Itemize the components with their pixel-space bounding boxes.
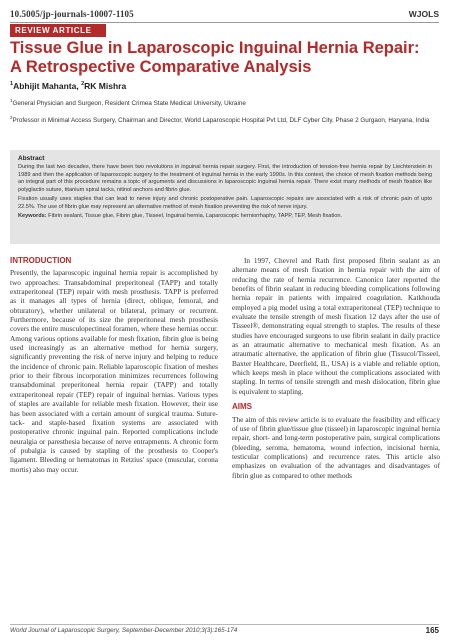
affiliation-2-sup: 2 [10,115,13,120]
author-1-sup: 1 [10,81,14,88]
aims-paragraph: The aim of this review article is to evaluate the feasibility and efficacy of use of fibrin glue/tissue glue (tisseel) in laparoscopic inguinal hernia repair, short- and long-term postoperative pain, surgical complications (bleeding, seroma, hematoma, wound infection, incisional hernia, testicular complications) and recurrence rates. This article also emphasizes on evaluation of the advantages and disadvantages of fibrin glue as compared to other methods [232,414,440,480]
left-column [10,256,218,480]
keywords-label: Keywords: [18,213,47,219]
right-column [232,256,440,486]
aims-heading: AIMS [232,402,252,412]
affiliation-1-text: General Physician and Surgeon, Resident Crimea State Medical University, Ukraine [12,100,246,108]
authors: $^1$Abhijit Mahanta, $^2$RK Mishra [10,81,127,91]
abstract-box [10,150,440,244]
author-1-name: Abhijit Mahanta [13,81,77,91]
affiliation-2-text: Professor in Minimal Access Surgery, Chairman and Director, World Laparoscopic Hospital Pvt Ltd, DLF Cyber City, Phase 2 Gurgaon, Haryana, India [12,117,430,125]
abstract-paragraph-1: During the last two decades, there have been two revolutions in inguinal hernia repair surgery. First, the introduction of tension-free hernia repair by Liechtenstein in 1989 and then the application of laparoscopic surgery to the treatment of inguinal hernia in the early 1990s. In this context, the choice of mesh fixation methods being an integral part of this procedure remains a topic of arguments and discussions in laparoscopic inguinal hernia repair. There exist many methods of mesh fixation like polyglactin suture, titanium spiral tacks, nitinol anchors and fibrin glue. [18,164,432,193]
author-2-name: RK Mishra [84,81,127,91]
doi: 10.5005/jp-journals-10007-1105 [10,9,134,19]
author-2-sup: 2 [81,81,85,88]
page-number: 165 [425,626,439,635]
affiliation-1-sup: 1 [10,98,13,103]
footer-citation: World Journal of Laparoscopic Surgery, September-December 2010;3(3):165-174 [10,627,238,634]
fibrin-history-paragraph: In 1997, Chevrel and Rath first proposed fibrin sealant as an alternate means of mesh fixation in hernia repair with the aim of reducing the rate of hernia recurrence. Canonico later reported the benefits of fibrin sealant in reducing bleeding complications following hernia repair in patients with impaired coagulation. Katkhouda employed a pig model using a total extraperitoneal (TEP) technique to evaluate the tensile strength of mesh fixation 12 days after the use of Tisseel®, demonstrating equal strength to staples. The results of these studies have encouraged surgeons to use fibrin sealant in daily practice as an atraumatic alternative to mechanical mesh fixation. As an atraumatic alternative, the application of fibrin glue (Tissucol/Tisseel, Baxter Healthcare, Deerfield, IL, USA) is a viable and reliable option, which keeps mesh in place without the complications associated with stapling. In terms of tensile strength and mesh dislocation, fibrin glue is equivalent to stapling. [232,256,440,396]
footer-rule [10,624,439,625]
affiliation-1 [10,97,440,109]
introduction-paragraph: Presently, the laparoscopic inguinal hernia repair is accomplished by two approaches: Transabdominal preperitoneal (TAPP) and totally extraperitoneal (TEP) repair with mesh prosthesis. TAPP is preferred as it manages all types of hernia (direct, oblique, femoral, and obturatory), whether unilateral or bilateral, primary or recurrent. Furthermore, because of its size the preperitoneal mesh prosthesis covers the entire musculopectineal foramen, where these hernias occur. Among various options available for mesh fixation, fibrin glue is being used increasingly as an alternative method for hernia surgery, significantly preventing the risk of nerve injury and helping to reduce the incidence of chronic pain. Reliable laparoscopic fixation of meshes prior to their fibrous incorporation minimizes recurrences following transabdominal preperitoneal hernia repair (TAPP) and totally extraperitoneal repair (TEP) repair of inguinal hernias. Various types of staples are available for reliable mesh fixation. However, their use has been associated with a certain amount of surgical trauma. Suture-tack- and staple-based fixation systems are associated with postoperative chronic inguinal pain. Reported complications include neuralgia or paresthesia because of nerve entrapments. A chronic form of pubalgia is caused by stapling of the prosthesis to Cooper's ligament. Bleeding or hematomas in Retzius' space (muscular, corona mortis) also may occur. [10,268,218,474]
affiliation-2 [10,114,440,126]
article-type-badge: REVIEW ARTICLE [10,24,106,37]
keywords [18,213,432,221]
abstract-paragraph-2: Fixation usually uses staples that can lead to nerve injury and chronic postoperative pain. Laparoscopic repairs are associated with a risk of chronic pain of upto 22.5%. The use of fibrin glue may represent an alternative method of mesh fixation preventing the risk of nerve injury. [18,196,432,210]
header-rule [10,22,439,23]
keywords-text: Fibrin sealant, Tissue glue, Fibrin glue, Tisseel, Inguinal hernia, Laparoscopic herniorrhaphy, TAPP, TEP, Mesh fixation. [46,213,342,219]
introduction-heading: INTRODUCTION [10,256,72,265]
article-title: Tissue Glue in Laparoscopic Inguinal Hernia Repair: A Retrospective Comparative Analysis [10,39,420,76]
abstract-heading: Abstract [18,155,45,162]
journal-abbreviation: WJOLS [408,9,439,19]
